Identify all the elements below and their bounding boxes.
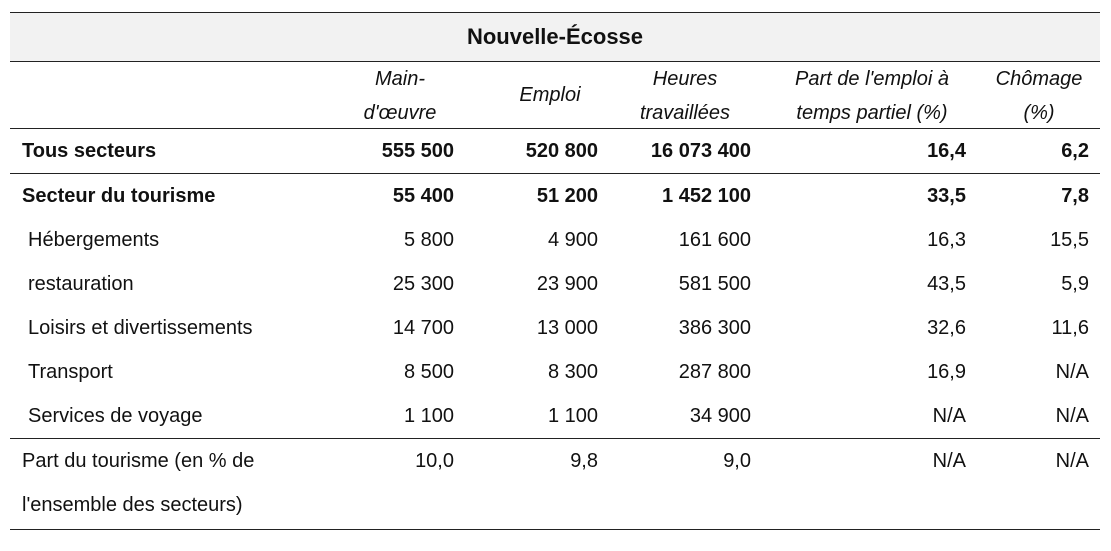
cell-employment: 51 200 xyxy=(536,185,598,207)
cell-part-time: 16,4 xyxy=(927,140,966,162)
row-label: restauration xyxy=(28,273,134,295)
cell-employment: 23 900 xyxy=(536,273,598,295)
header-hours-worked xyxy=(620,62,750,130)
cell-employment: 8 300 xyxy=(547,361,598,383)
row-label: Tous secteurs xyxy=(22,140,157,162)
cell-unemployment: N/A xyxy=(1055,450,1089,472)
cell-hours: 287 800 xyxy=(678,361,751,383)
row-label: Part du tourisme (en % de l'ensemble des secteurs) xyxy=(22,450,255,516)
data-table xyxy=(10,12,1100,530)
cell-hours: 9,0 xyxy=(723,450,751,472)
cell-hours: 161 600 xyxy=(678,229,751,251)
cell-employment: 520 800 xyxy=(525,140,598,162)
cell-part-time: N/A xyxy=(932,405,966,427)
header-text: (%) xyxy=(1023,102,1055,124)
row-label: Hébergements xyxy=(28,229,160,251)
header-text: travaillées xyxy=(639,102,731,124)
header-text: temps partiel (%) xyxy=(796,102,948,124)
cell-labour-force: 14 700 xyxy=(392,317,454,339)
cell-part-time: 32,6 xyxy=(927,317,966,339)
row-label: Secteur du tourisme xyxy=(22,185,216,207)
cell-hours: 34 900 xyxy=(689,405,751,427)
cell-labour-force: 5 800 xyxy=(403,229,454,251)
table-row-all-sectors xyxy=(10,129,1100,173)
cell-hours: 581 500 xyxy=(678,273,751,295)
cell-part-time: 43,5 xyxy=(927,273,966,295)
header-text: Chômage xyxy=(995,68,1083,90)
table-row-tourism-sector xyxy=(10,173,1100,218)
cell-employment: 13 000 xyxy=(536,317,598,339)
table-row xyxy=(10,306,1100,350)
cell-unemployment: 15,5 xyxy=(1050,229,1089,251)
table-title: Nouvelle-Écosse xyxy=(10,12,1100,62)
cell-hours: 386 300 xyxy=(678,317,751,339)
header-text: Heures xyxy=(652,68,718,90)
header-unemployment xyxy=(986,62,1092,130)
table-row xyxy=(10,218,1100,262)
row-label: Transport xyxy=(28,361,113,383)
header-row xyxy=(10,62,1100,129)
row-label: Services de voyage xyxy=(28,405,203,427)
header-part-time-share xyxy=(772,62,972,130)
cell-unemployment: 5,9 xyxy=(1061,273,1089,295)
cell-unemployment: 6,2 xyxy=(1061,140,1089,162)
table-row xyxy=(10,350,1100,394)
cell-part-time: 33,5 xyxy=(927,185,966,207)
table-row xyxy=(10,262,1100,306)
cell-part-time: 16,3 xyxy=(927,229,966,251)
cell-labour-force: 555 500 xyxy=(381,140,454,162)
header-text: Main- xyxy=(374,68,425,90)
row-label: Loisirs et divertissements xyxy=(28,317,253,339)
cell-labour-force: 8 500 xyxy=(403,361,454,383)
cell-unemployment: N/A xyxy=(1055,361,1089,383)
table-row xyxy=(10,394,1100,438)
table-row-tourism-share xyxy=(10,438,1100,530)
cell-labour-force: 10,0 xyxy=(415,450,454,472)
header-text: Part de l'emploi à xyxy=(795,68,949,90)
cell-unemployment: 7,8 xyxy=(1061,185,1089,207)
cell-labour-force: 25 300 xyxy=(392,273,454,295)
cell-labour-force: 55 400 xyxy=(392,185,454,207)
cell-unemployment: 11,6 xyxy=(1051,317,1089,339)
header-text: d'œuvre xyxy=(363,102,437,124)
cell-unemployment: N/A xyxy=(1055,405,1089,427)
cell-employment: 4 900 xyxy=(547,229,598,251)
cell-hours: 16 073 400 xyxy=(650,140,751,162)
cell-employment: 1 100 xyxy=(547,405,598,427)
cell-employment: 9,8 xyxy=(570,450,598,472)
cell-hours: 1 452 100 xyxy=(662,185,751,207)
header-labour-force xyxy=(350,62,450,130)
header-employment: Emploi xyxy=(519,84,581,106)
cell-part-time: 16,9 xyxy=(927,361,966,383)
cell-labour-force: 1 100 xyxy=(403,405,454,427)
cell-part-time: N/A xyxy=(932,450,966,472)
